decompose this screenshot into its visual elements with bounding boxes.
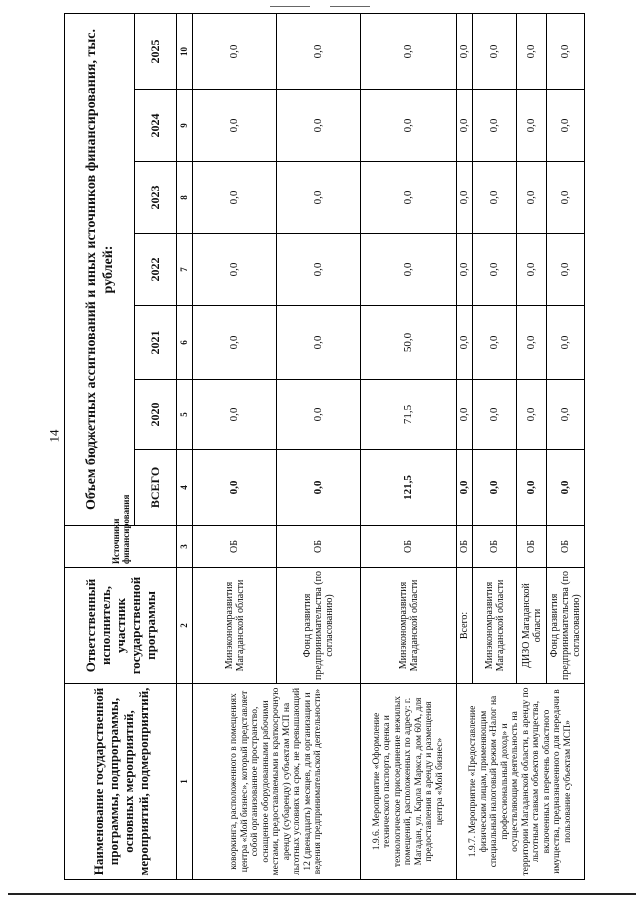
value-cell: 0,0 — [457, 90, 473, 162]
index-row — [177, 14, 193, 880]
index-cell: 10 — [177, 14, 193, 90]
rotated-table-wrapper — [64, 14, 582, 880]
value-cell: 0,0 — [193, 306, 277, 380]
index-cell: 9 — [177, 90, 193, 162]
value-cell: 0,0 — [517, 234, 547, 306]
header-year: 2021 — [135, 306, 177, 380]
value-cell: 0,0 — [473, 234, 517, 306]
value-cell: 0,0 — [517, 14, 547, 90]
value-cell: 0,0 — [517, 306, 547, 380]
value-cell: 50,0 — [361, 306, 457, 380]
value-cell: 0,0 — [473, 162, 517, 234]
total-cell: 0,0 — [457, 450, 473, 526]
table-row — [361, 14, 457, 880]
value-cell: 0,0 — [547, 306, 585, 380]
index-cell: 4 — [177, 450, 193, 526]
total-cell: 0,0 — [193, 450, 277, 526]
header-budget: Объем бюджетных ассигнований и иных источников финансирования, тыс. рублей: — [65, 14, 135, 526]
total-cell: 121,5 — [361, 450, 457, 526]
value-cell: 0,0 — [193, 234, 277, 306]
value-cell: 0,0 — [361, 234, 457, 306]
source-cell: ОБ — [517, 526, 547, 568]
value-cell: 0,0 — [457, 306, 473, 380]
header-total: ВСЕГО — [135, 450, 177, 526]
value-cell: 0,0 — [193, 380, 277, 450]
value-cell: 0,0 — [547, 380, 585, 450]
index-cell: 8 — [177, 162, 193, 234]
table-row — [457, 14, 473, 880]
executor-cell: Минэкономразвития Магаданской области — [361, 568, 457, 684]
budget-table — [64, 13, 585, 880]
value-cell: 0,0 — [277, 380, 361, 450]
value-cell: 0,0 — [547, 14, 585, 90]
index-cell: 1 — [177, 684, 193, 880]
value-cell: 0,0 — [517, 380, 547, 450]
value-cell: 0,0 — [457, 162, 473, 234]
value-cell: 0,0 — [473, 306, 517, 380]
source-cell: ОБ — [547, 526, 585, 568]
value-cell: 0,0 — [457, 234, 473, 306]
value-cell: 0,0 — [277, 306, 361, 380]
value-cell: 0,0 — [547, 234, 585, 306]
executor-cell: Фонд развития предпринимательства (по согласованию) — [547, 568, 585, 684]
scan-mark — [270, 6, 310, 8]
value-cell: 0,0 — [193, 162, 277, 234]
page-number: 14 — [46, 429, 62, 443]
index-cell: 7 — [177, 234, 193, 306]
value-cell: 0,0 — [193, 90, 277, 162]
activity-name-cell: коворкинга, расположенного в помещениях центра «Мой бизнес», который представляет собой организованное пространство, оснащенное оборудованными рабочими местами, предоставляемыми в краткосрочную аренду (субаренду) субъектам МСП на льготных условиях на срок, не превышающий 12 (двенадцать) месяцев, для организации и ведения предпринимательской деятельности» — [193, 684, 361, 880]
source-cell: ОБ — [473, 526, 517, 568]
executor-cell: Фонд развития предпринимательства (по согласованию) — [277, 568, 361, 684]
header-year: 2025 — [135, 14, 177, 90]
total-cell: 0,0 — [473, 450, 517, 526]
value-cell: 0,0 — [517, 162, 547, 234]
value-cell: 0,0 — [457, 14, 473, 90]
source-cell: ОБ — [193, 526, 277, 568]
activity-name-cell: 1.9.7. Мероприятие «Предоставление физическим лицам, применяющим специальный налоговый режим «Налог на профессиональный доход» и осуществляющим деятельность на территории Магаданской области, в аренду по льготным ставкам объектов имущества, включенных в перечень областного имущества, предназначенного для передачи в пользование субъектам МСП» — [457, 684, 585, 880]
value-cell: 0,0 — [361, 90, 457, 162]
total-cell: 0,0 — [517, 450, 547, 526]
source-cell: ОБ — [277, 526, 361, 568]
value-cell: 0,0 — [547, 162, 585, 234]
scan-edge-line — [8, 893, 636, 895]
header-name: Наименование государственной программы, подпрограммы, основных мероприятий, мероприятий, подмероприятий, — [65, 684, 177, 880]
value-cell: 0,0 — [457, 380, 473, 450]
header-executor: Ответственный исполнитель, участник государственной программы — [65, 568, 177, 684]
executor-cell: ДИЗО Магаданской области — [517, 568, 547, 684]
executor-cell: Минэкономразвития Магаданской области — [473, 568, 517, 684]
source-cell: ОБ — [361, 526, 457, 568]
header-year: 2023 — [135, 162, 177, 234]
header-year: 2020 — [135, 380, 177, 450]
index-cell: 3 — [177, 526, 193, 568]
value-cell: 0,0 — [517, 90, 547, 162]
value-cell: 0,0 — [193, 14, 277, 90]
header-source: Источники финансирования — [65, 526, 177, 568]
executor-cell: Всего: — [457, 568, 473, 684]
value-cell: 0,0 — [473, 14, 517, 90]
value-cell: 0,0 — [473, 90, 517, 162]
executor-cell: Минэкономразвития Магаданской области — [193, 568, 277, 684]
index-cell: 5 — [177, 380, 193, 450]
value-cell: 0,0 — [277, 90, 361, 162]
value-cell: 0,0 — [277, 14, 361, 90]
activity-name-cell: 1.9.6. Мероприятие «Оформление технического паспорта, оценка и технологическое присоединение нежилых помещений, расположенных по адресу: г. Магадан, ул. Карла Маркса, дом 60А, для предоставления в аренду и размещения центра «Мой бизнес» — [361, 684, 457, 880]
scan-mark — [330, 6, 370, 8]
value-cell: 0,0 — [361, 162, 457, 234]
index-cell: 2 — [177, 568, 193, 684]
value-cell: 0,0 — [361, 14, 457, 90]
value-cell: 71,5 — [361, 380, 457, 450]
table-row — [193, 14, 277, 880]
value-cell: 0,0 — [547, 90, 585, 162]
value-cell: 0,0 — [277, 234, 361, 306]
total-cell: 0,0 — [277, 450, 361, 526]
value-cell: 0,0 — [277, 162, 361, 234]
source-cell: ОБ — [457, 526, 473, 568]
header-year: 2022 — [135, 234, 177, 306]
value-cell: 0,0 — [473, 380, 517, 450]
total-cell: 0,0 — [547, 450, 585, 526]
index-cell: 6 — [177, 306, 193, 380]
header-year: 2024 — [135, 90, 177, 162]
